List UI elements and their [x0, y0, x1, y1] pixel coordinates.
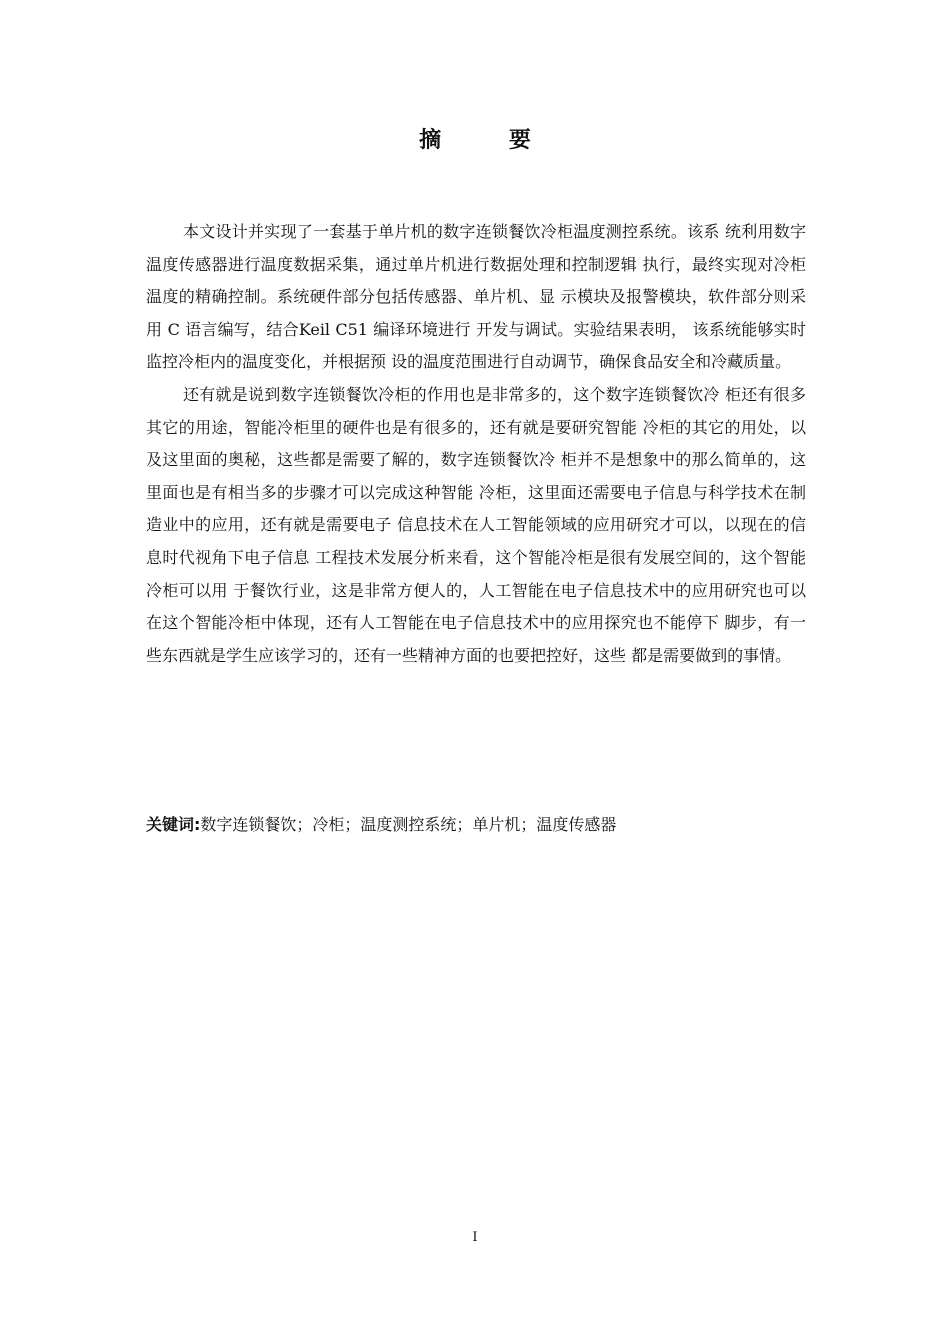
abstract-title: 摘 要	[419, 127, 561, 153]
keywords-text: 数字连锁餐饮；冷柜；温度测控系统；单片机；温度传感器	[200, 815, 617, 834]
keywords-line	[146, 810, 826, 840]
keywords-label: 关键词:	[146, 815, 201, 834]
page-number: I	[472, 1230, 478, 1245]
abstract-paragraph-1: 本文设计并实现了一套基于单片机的数字连锁餐饮冷柜温度测控系统。该系 统利用数字温度传感器进行温度数据采集，通过单片机进行数据处理和控制逻辑 执行，最终实现对冷柜温度的精确控制。系统硬件部分包括传感器、单片机、显 示模块及报警模块，软件部分则采用 C 语言编写，结合Keil C51 编译环境进行 开发与调试。实验结果表明， 该系统能够实时监控冷柜内的温度变化，并根据预 设的温度范围进行自动调节，确保食品安全和冷藏质量。	[146, 222, 806, 372]
abstract-body	[146, 216, 812, 672]
abstract-paragraph-2: 还有就是说到数字连锁餐饮冷柜的作用也是非常多的，这个数字连锁餐饮冷 柜还有很多其它的用途，智能冷柜里的硬件也是有很多的，还有就是要研究智能 冷柜的其它的用处，以及这里面的奥秘，这些都是需要了解的，数字连锁餐饮冷 柜并不是想象中的那么简单的，这里面也是有相当多的步骤才可以完成这种智能 冷柜，这里面还需要电子信息与科学技术在制造业中的应用，还有就是需要电子 信息技术在人工智能领域的应用研究才可以，以现在的信息时代视角下电子信息 工程技术发展分析来看，这个智能冷柜是很有发展空间的，这个智能冷柜可以用 于餐饮行业，这是非常方便人的，人工智能在电子信息技术中的应用研究也可以 在这个智能冷柜中体现，还有人工智能在电子信息技术中的应用探究也不能停下 脚步，有一些东西就是学生应该学习的，还有一些精神方面的也要把控好，这些 都是需要做到的事情。	[146, 384, 812, 665]
